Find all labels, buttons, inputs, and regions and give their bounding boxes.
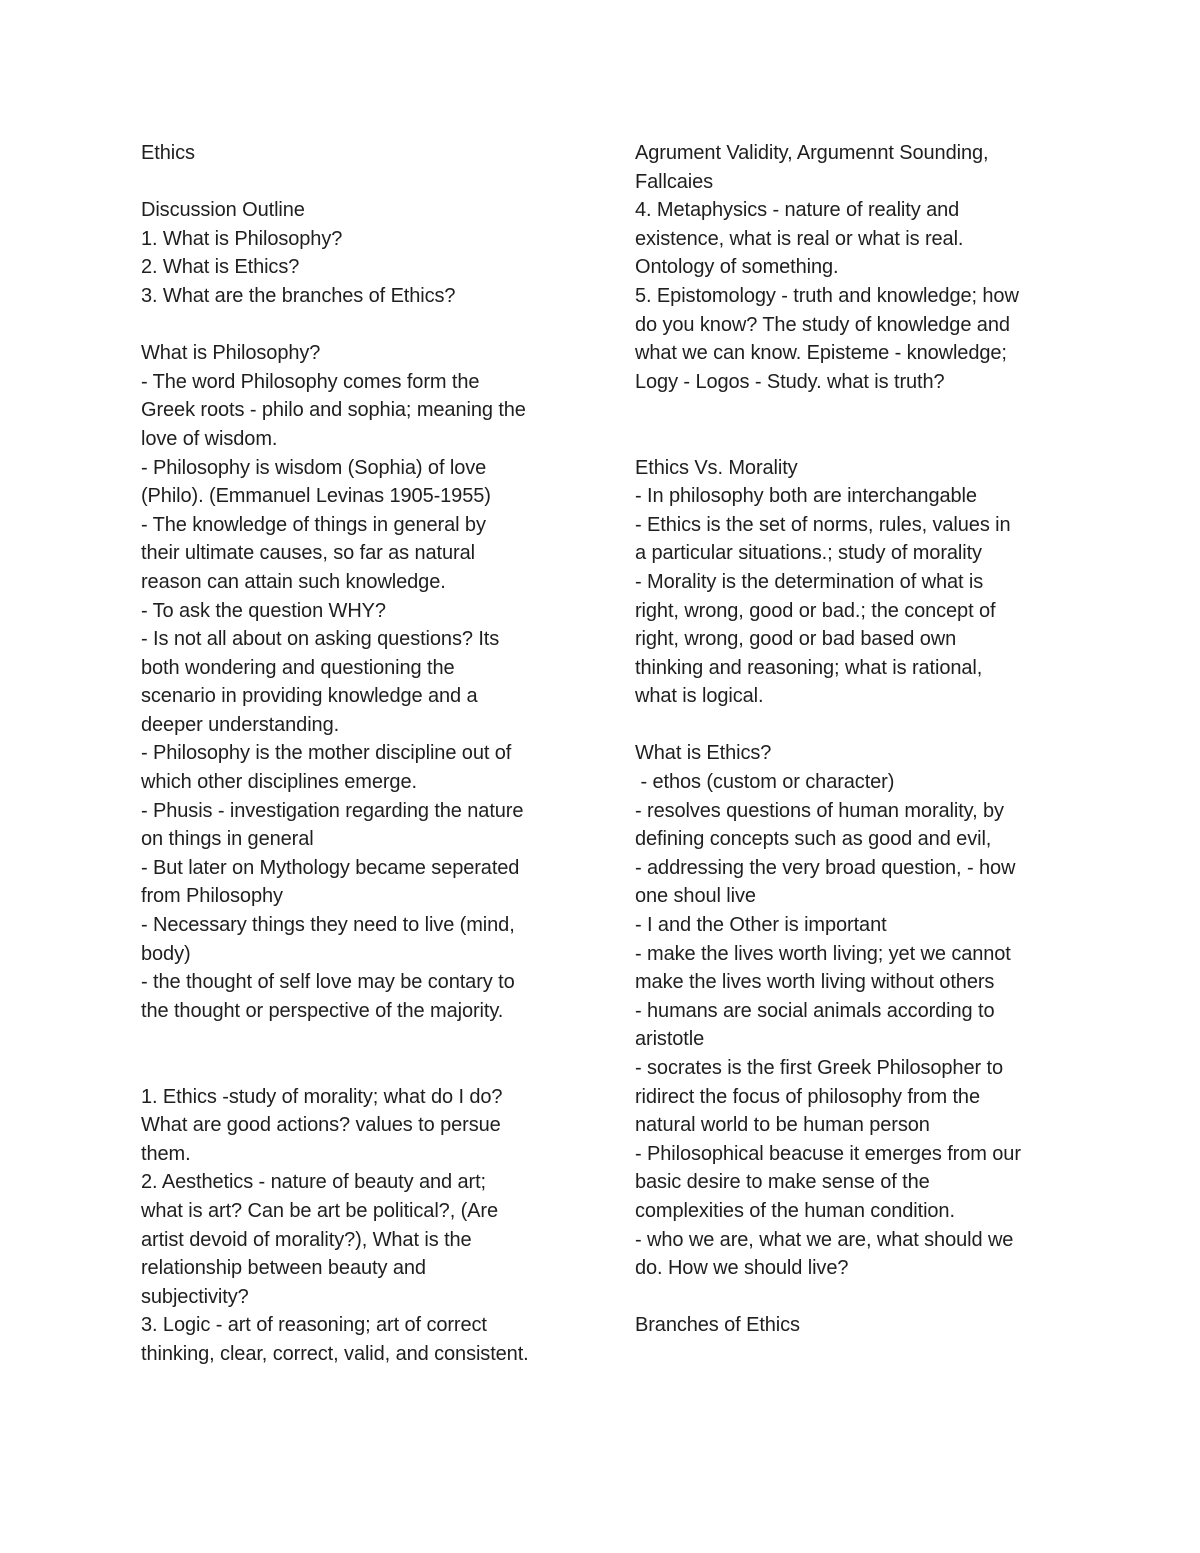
text-line: Fallcaies (635, 170, 714, 193)
text-line: - humans are social animals according to (635, 999, 995, 1022)
left-column (141, 139, 571, 1369)
text-line: - The word Philosophy comes form the (141, 370, 480, 393)
text-line: their ultimate causes, so far as natural (141, 542, 475, 565)
section-heading: What is Philosophy? (141, 342, 321, 365)
blank-line (141, 168, 571, 197)
text-line: relationship between beauty and (141, 1257, 426, 1280)
text-line: 4. Metaphysics - nature of reality and (635, 199, 960, 222)
blank-line (141, 311, 571, 340)
text-line: - Philosophical beacuse it emerges from our (635, 1142, 1021, 1165)
text-line: existence, what is real or what is real. (635, 227, 964, 250)
text-line: what is logical. (635, 685, 764, 708)
right-column (635, 139, 1065, 1340)
text-line: basic desire to make sense of the (635, 1171, 930, 1194)
text-line: make the lives worth living without others (635, 971, 995, 994)
text-line: natural world to be human person (635, 1114, 930, 1137)
text-line: - the thought of self love may be contary to (141, 971, 515, 994)
text-line: the thought or perspective of the majority. (141, 999, 504, 1022)
text-line: What are good actions? values to persue (141, 1114, 501, 1137)
text-line: 1. Ethics -study of morality; what do I do? (141, 1085, 503, 1108)
blank-line (635, 1283, 1065, 1312)
text-line: a particular situations.; study of morality (635, 542, 982, 565)
text-line: from Philosophy (141, 885, 283, 908)
text-line: - Philosophy is the mother discipline out of (141, 742, 512, 765)
text-line: - Philosophy is wisdom (Sophia) of love (141, 456, 487, 479)
text-line: - The knowledge of things in general by (141, 513, 486, 536)
text-line: Ontology of something. (635, 256, 839, 279)
doc-title: Ethics (141, 142, 195, 164)
text-line: one shoul live (635, 885, 756, 908)
text-line: aristotle (635, 1028, 705, 1051)
text-line: - Ethics is the set of norms, rules, values in (635, 513, 1011, 536)
text-line: complexities of the human condition. (635, 1199, 955, 1222)
text-line: Logy - Logos - Study. what is truth? (635, 370, 945, 393)
text-line: what is art? Can be art be political?, (Are (141, 1199, 498, 1222)
text-line: 3. Logic - art of reasoning; art of correct (141, 1314, 487, 1337)
blank-line (635, 711, 1065, 740)
text-line: deeper understanding. (141, 713, 340, 736)
text-line: - Is not all about on asking questions? Its (141, 628, 500, 651)
text-line: Agrument Validity, Argumennt Sounding, (635, 142, 989, 164)
text-line: Greek roots - philo and sophia; meaning the (141, 399, 526, 422)
text-line: - In philosophy both are interchangable (635, 485, 977, 508)
text-line: defining concepts such as good and evil, (635, 828, 992, 851)
text-line: on things in general (141, 828, 314, 851)
text-line: - Morality is the determination of what is (635, 570, 984, 593)
text-line: body) (141, 942, 191, 965)
text-line: 1. What is Philosophy? (141, 227, 343, 250)
text-line: - socrates is the first Greek Philosopher to (635, 1057, 1003, 1079)
text-line: both wondering and questioning the (141, 656, 455, 679)
text-line: them. (141, 1142, 191, 1165)
text-line: (Philo). (Emmanuel Levinas 1905-1955) (141, 485, 491, 508)
text-line: - ethos (custom or character) (635, 771, 895, 794)
text-line: - Phusis - investigation regarding the nature (141, 799, 524, 822)
text-line: - resolves questions of human morality, by (635, 799, 1004, 822)
text-line: - But later on Mythology became seperated (141, 856, 520, 879)
text-line: what we can know. Episteme - knowledge; (635, 342, 1007, 365)
blank-line (635, 425, 1065, 454)
text-line: - make the lives worth living; yet we cannot (635, 942, 1011, 965)
text-line: do. How we should live? (635, 1257, 849, 1280)
text-line: thinking, clear, correct, valid, and consistent. (141, 1342, 529, 1365)
text-line: - Necessary things they need to live (mind, (141, 914, 515, 937)
text-line: - To ask the question WHY? (141, 599, 386, 622)
text-line: scenario in providing knowledge and a (141, 685, 478, 708)
section-heading: Discussion Outline (141, 199, 305, 222)
section-heading: Ethics Vs. Morality (635, 456, 798, 479)
blank-line (141, 1054, 571, 1083)
text-line: 2. What is Ethics? (141, 256, 300, 279)
text-line: ridirect the focus of philosophy from the (635, 1085, 980, 1108)
text-line: do you know? The study of knowledge and (635, 313, 1010, 336)
text-line: 5. Epistomology - truth and knowledge; how (635, 284, 1019, 307)
blank-line (141, 1025, 571, 1054)
text-line: right, wrong, good or bad.; the concept of (635, 599, 996, 622)
text-line: - who we are, what we are, what should we (635, 1228, 1014, 1251)
text-line: 2. Aesthetics - nature of beauty and art; (141, 1171, 487, 1194)
section-heading: What is Ethics? (635, 742, 772, 765)
text-line: love of wisdom. (141, 427, 278, 450)
text-line: subjectivity? (141, 1285, 249, 1308)
text-line: 3. What are the branches of Ethics? (141, 284, 456, 307)
section-heading: Branches of Ethics (635, 1314, 800, 1337)
text-line: which other disciplines emerge. (141, 771, 417, 794)
blank-line (635, 396, 1065, 425)
text-line: - addressing the very broad question, - how (635, 856, 1016, 879)
text-line: artist devoid of morality?), What is the (141, 1228, 472, 1251)
text-line: - I and the Other is important (635, 914, 887, 937)
text-line: reason can attain such knowledge. (141, 570, 446, 593)
text-line: thinking and reasoning; what is rational, (635, 656, 983, 679)
text-line: right, wrong, good or bad based own (635, 628, 957, 651)
